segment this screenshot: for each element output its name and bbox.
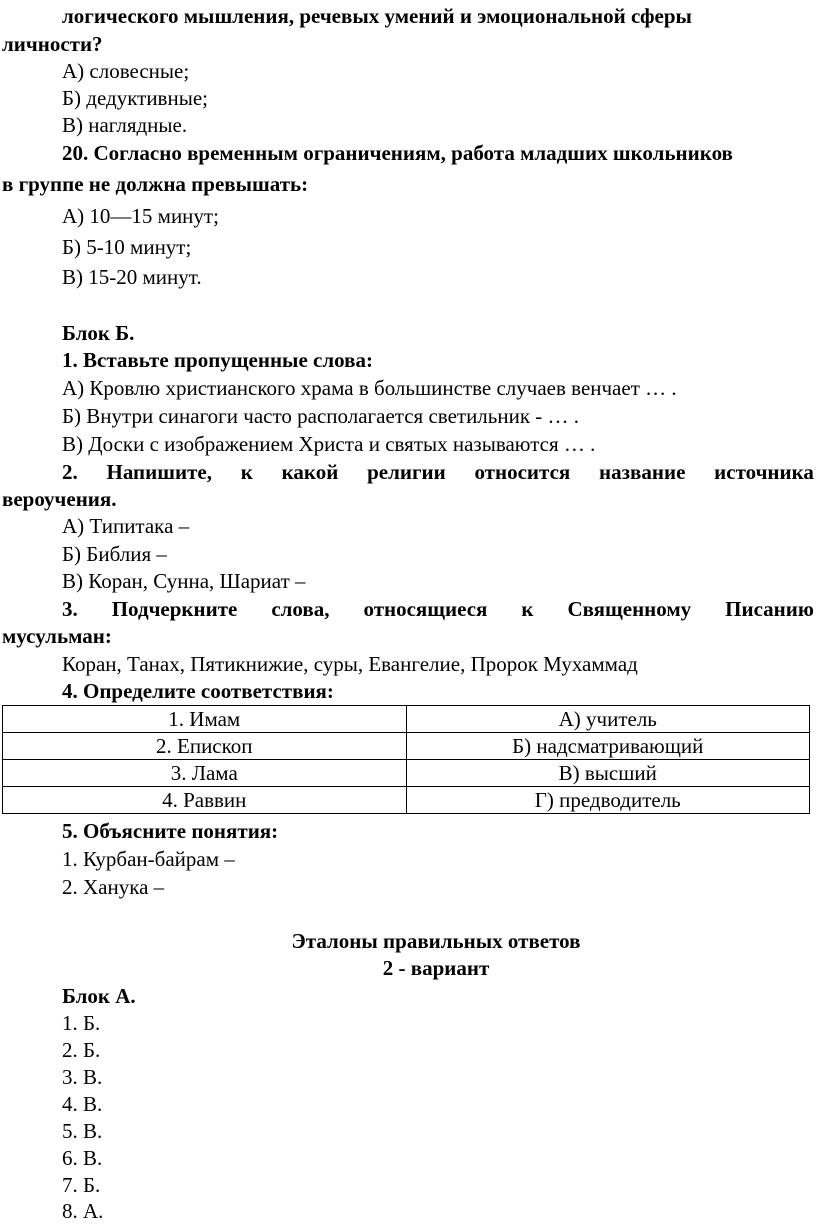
b-q3-word: Подчеркните xyxy=(111,597,238,621)
q20-option-c: В) 15-20 минут. xyxy=(62,265,202,289)
table-cell-meaning: А) учитель xyxy=(406,706,810,733)
b-q3-word: относящиеся xyxy=(363,597,488,621)
b-q3-word-list: Коран, Танах, Пятикнижие, суры, Евангелие, Пророк Мухаммад xyxy=(62,652,638,676)
b-q2-word: религии xyxy=(367,460,446,484)
b-q3-word: слова, xyxy=(271,597,330,621)
b-q2-item-c: В) Коран, Сунна, Шариат – xyxy=(62,569,306,593)
b-q5-item-2: 2. Ханука – xyxy=(62,875,165,899)
answers-title: Эталоны правильных ответов xyxy=(291,929,581,953)
b-q3-word: к xyxy=(521,597,534,621)
answer-item: 6. В. xyxy=(62,1146,103,1170)
b-q1-item-b: Б) Внутри синагоги часто располагается светильник - … . xyxy=(62,404,580,428)
b-q2-word: относится xyxy=(474,460,571,484)
answer-item: 8. А. xyxy=(62,1199,104,1223)
table-cell-meaning: Б) надсматривающий xyxy=(406,733,810,760)
table-row xyxy=(3,706,810,733)
b-q2-title-line-1 xyxy=(62,458,814,486)
q19-question-line-1: логического мышления, речевых умений и эмоциональной сферы xyxy=(62,4,692,28)
b-q2-word: источника xyxy=(714,460,814,484)
b-q2-item-b: Б) Библия – xyxy=(62,542,167,566)
b-q1-title: 1. Вставьте пропущенные слова: xyxy=(62,348,373,372)
table-row xyxy=(3,760,810,787)
b-q1-item-a: А) Кровлю христианского храма в большинстве случаев венчает … . xyxy=(62,376,677,400)
q20-question-line-2: в группе не должна превышать: xyxy=(2,172,309,196)
answers-variant: 2 - вариант xyxy=(382,956,490,980)
b-q2-word: Напишите, xyxy=(106,460,212,484)
matching-table xyxy=(2,705,810,814)
b-q2-item-a: А) Типитака – xyxy=(62,514,190,538)
block-b-title: Блок Б. xyxy=(62,321,135,345)
b-q2-word: какой xyxy=(281,460,339,484)
b-q3-word: 3. xyxy=(62,597,78,621)
b-q2-title-line-2: вероучения. xyxy=(2,487,117,511)
b-q4-title: 4. Определите соответствия: xyxy=(62,679,334,703)
b-q3-title-line-2: мусульман: xyxy=(2,624,112,648)
table-cell-meaning: В) высший xyxy=(406,760,810,787)
q20-option-a: А) 10—15 минут; xyxy=(62,204,219,228)
b-q3-title-line-1 xyxy=(62,595,814,623)
answer-item: 2. Б. xyxy=(62,1038,101,1062)
q19-option-a: А) словесные; xyxy=(62,59,190,83)
table-cell-term: 2. Епископ xyxy=(3,733,407,760)
b-q3-word: Священному xyxy=(567,597,692,621)
b-q1-item-c: В) Доски с изображением Христа и святых называются … . xyxy=(62,432,596,456)
q19-question-line-2: личности? xyxy=(2,32,103,56)
b-q5-title: 5. Объясните понятия: xyxy=(62,819,279,843)
answers-block-title: Блок А. xyxy=(62,984,136,1008)
answer-item: 7. Б. xyxy=(62,1173,101,1197)
table-cell-term: 4. Раввин xyxy=(3,787,407,814)
table-cell-term: 1. Имам xyxy=(3,706,407,733)
q20-question-line-1: 20. Согласно временным ограничениям, работа младших школьников xyxy=(62,141,733,165)
q20-option-b: Б) 5-10 минут; xyxy=(62,235,192,259)
b-q3-word: Писанию xyxy=(725,597,814,621)
b-q2-word: название xyxy=(599,460,686,484)
table-row xyxy=(3,733,810,760)
table-cell-meaning: Г) предводитель xyxy=(406,787,810,814)
q19-option-b: Б) дедуктивные; xyxy=(62,86,208,110)
q19-option-c: В) наглядные. xyxy=(62,113,188,137)
answer-item: 1. Б. xyxy=(62,1011,101,1035)
table-cell-term: 3. Лама xyxy=(3,760,407,787)
answer-item: 3. В. xyxy=(62,1065,103,1089)
b-q2-word: к xyxy=(240,460,253,484)
b-q5-item-1: 1. Курбан-байрам – xyxy=(62,847,235,871)
answer-item: 5. В. xyxy=(62,1119,103,1143)
b-q2-word: 2. xyxy=(62,460,78,484)
table-row xyxy=(3,787,810,814)
answer-item: 4. В. xyxy=(62,1092,103,1116)
